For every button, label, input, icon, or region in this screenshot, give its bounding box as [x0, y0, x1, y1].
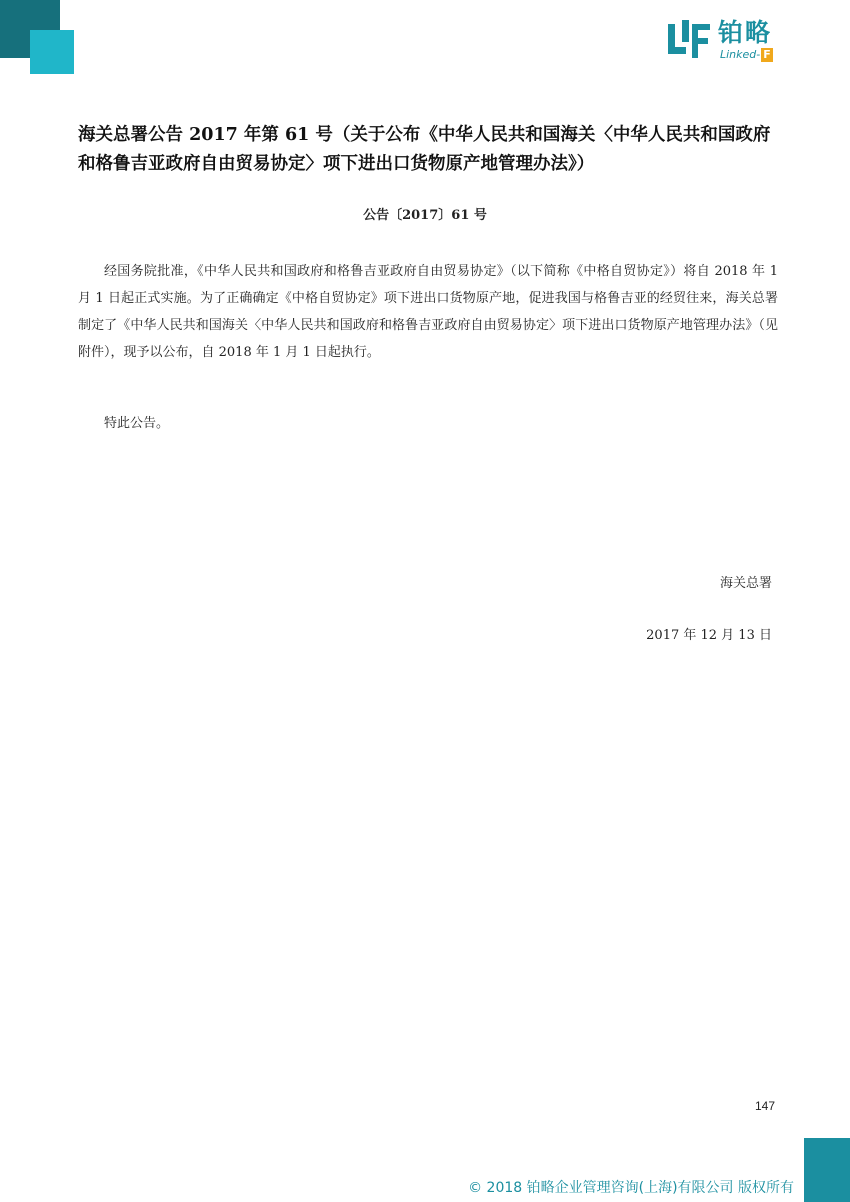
footer-decoration — [804, 1138, 850, 1202]
company-logo — [668, 18, 798, 64]
announcement-number: 公告〔2017〕61 号 — [363, 208, 487, 223]
closing-line: 特此公告。 — [104, 416, 170, 431]
body-paragraph: 经国务院批准，《中华人民共和国政府和格鲁吉亚政府自由贸易协定》（以下简称《中格自贸协定》）将自 2018 年 1 月 1 日起正式实施。为了正确确定《中格自贸协定》项下进出口货物原产地，促进我国与格鲁吉亚的经贸往来，海关总署制定了《中华人民共和国海关〈中华人民共和国政府和格鲁吉亚政府自由贸易协定〉项下进出口货物原产地管理办法》（见附件），现予以公布，自 2018 年 1 月 1 日起执行。 — [78, 264, 778, 360]
logo-english-text: Linked- F — [720, 48, 771, 61]
signer: 海关总署 — [719, 576, 772, 591]
signing-date: 2017 年 12 月 13 日 — [646, 628, 772, 643]
footer-copyright: © 2018 铂略企业管理咨询(上海)有限公司 版权所有 — [468, 1180, 794, 1196]
page-number: 147 — [754, 1099, 776, 1113]
logo-badge: F — [763, 48, 771, 61]
logo-chinese-text: 铂略 — [718, 18, 773, 47]
document-title: 海关总署公告 2017 年第 61 号（关于公布《中华人民共和国海关〈中华人民共和国政府和格鲁吉亚政府自由贸易协定〉项下进出口货物原产地管理办法》） — [78, 125, 771, 174]
logo-mark-icon — [668, 20, 710, 60]
corner-decoration-light — [30, 30, 74, 74]
